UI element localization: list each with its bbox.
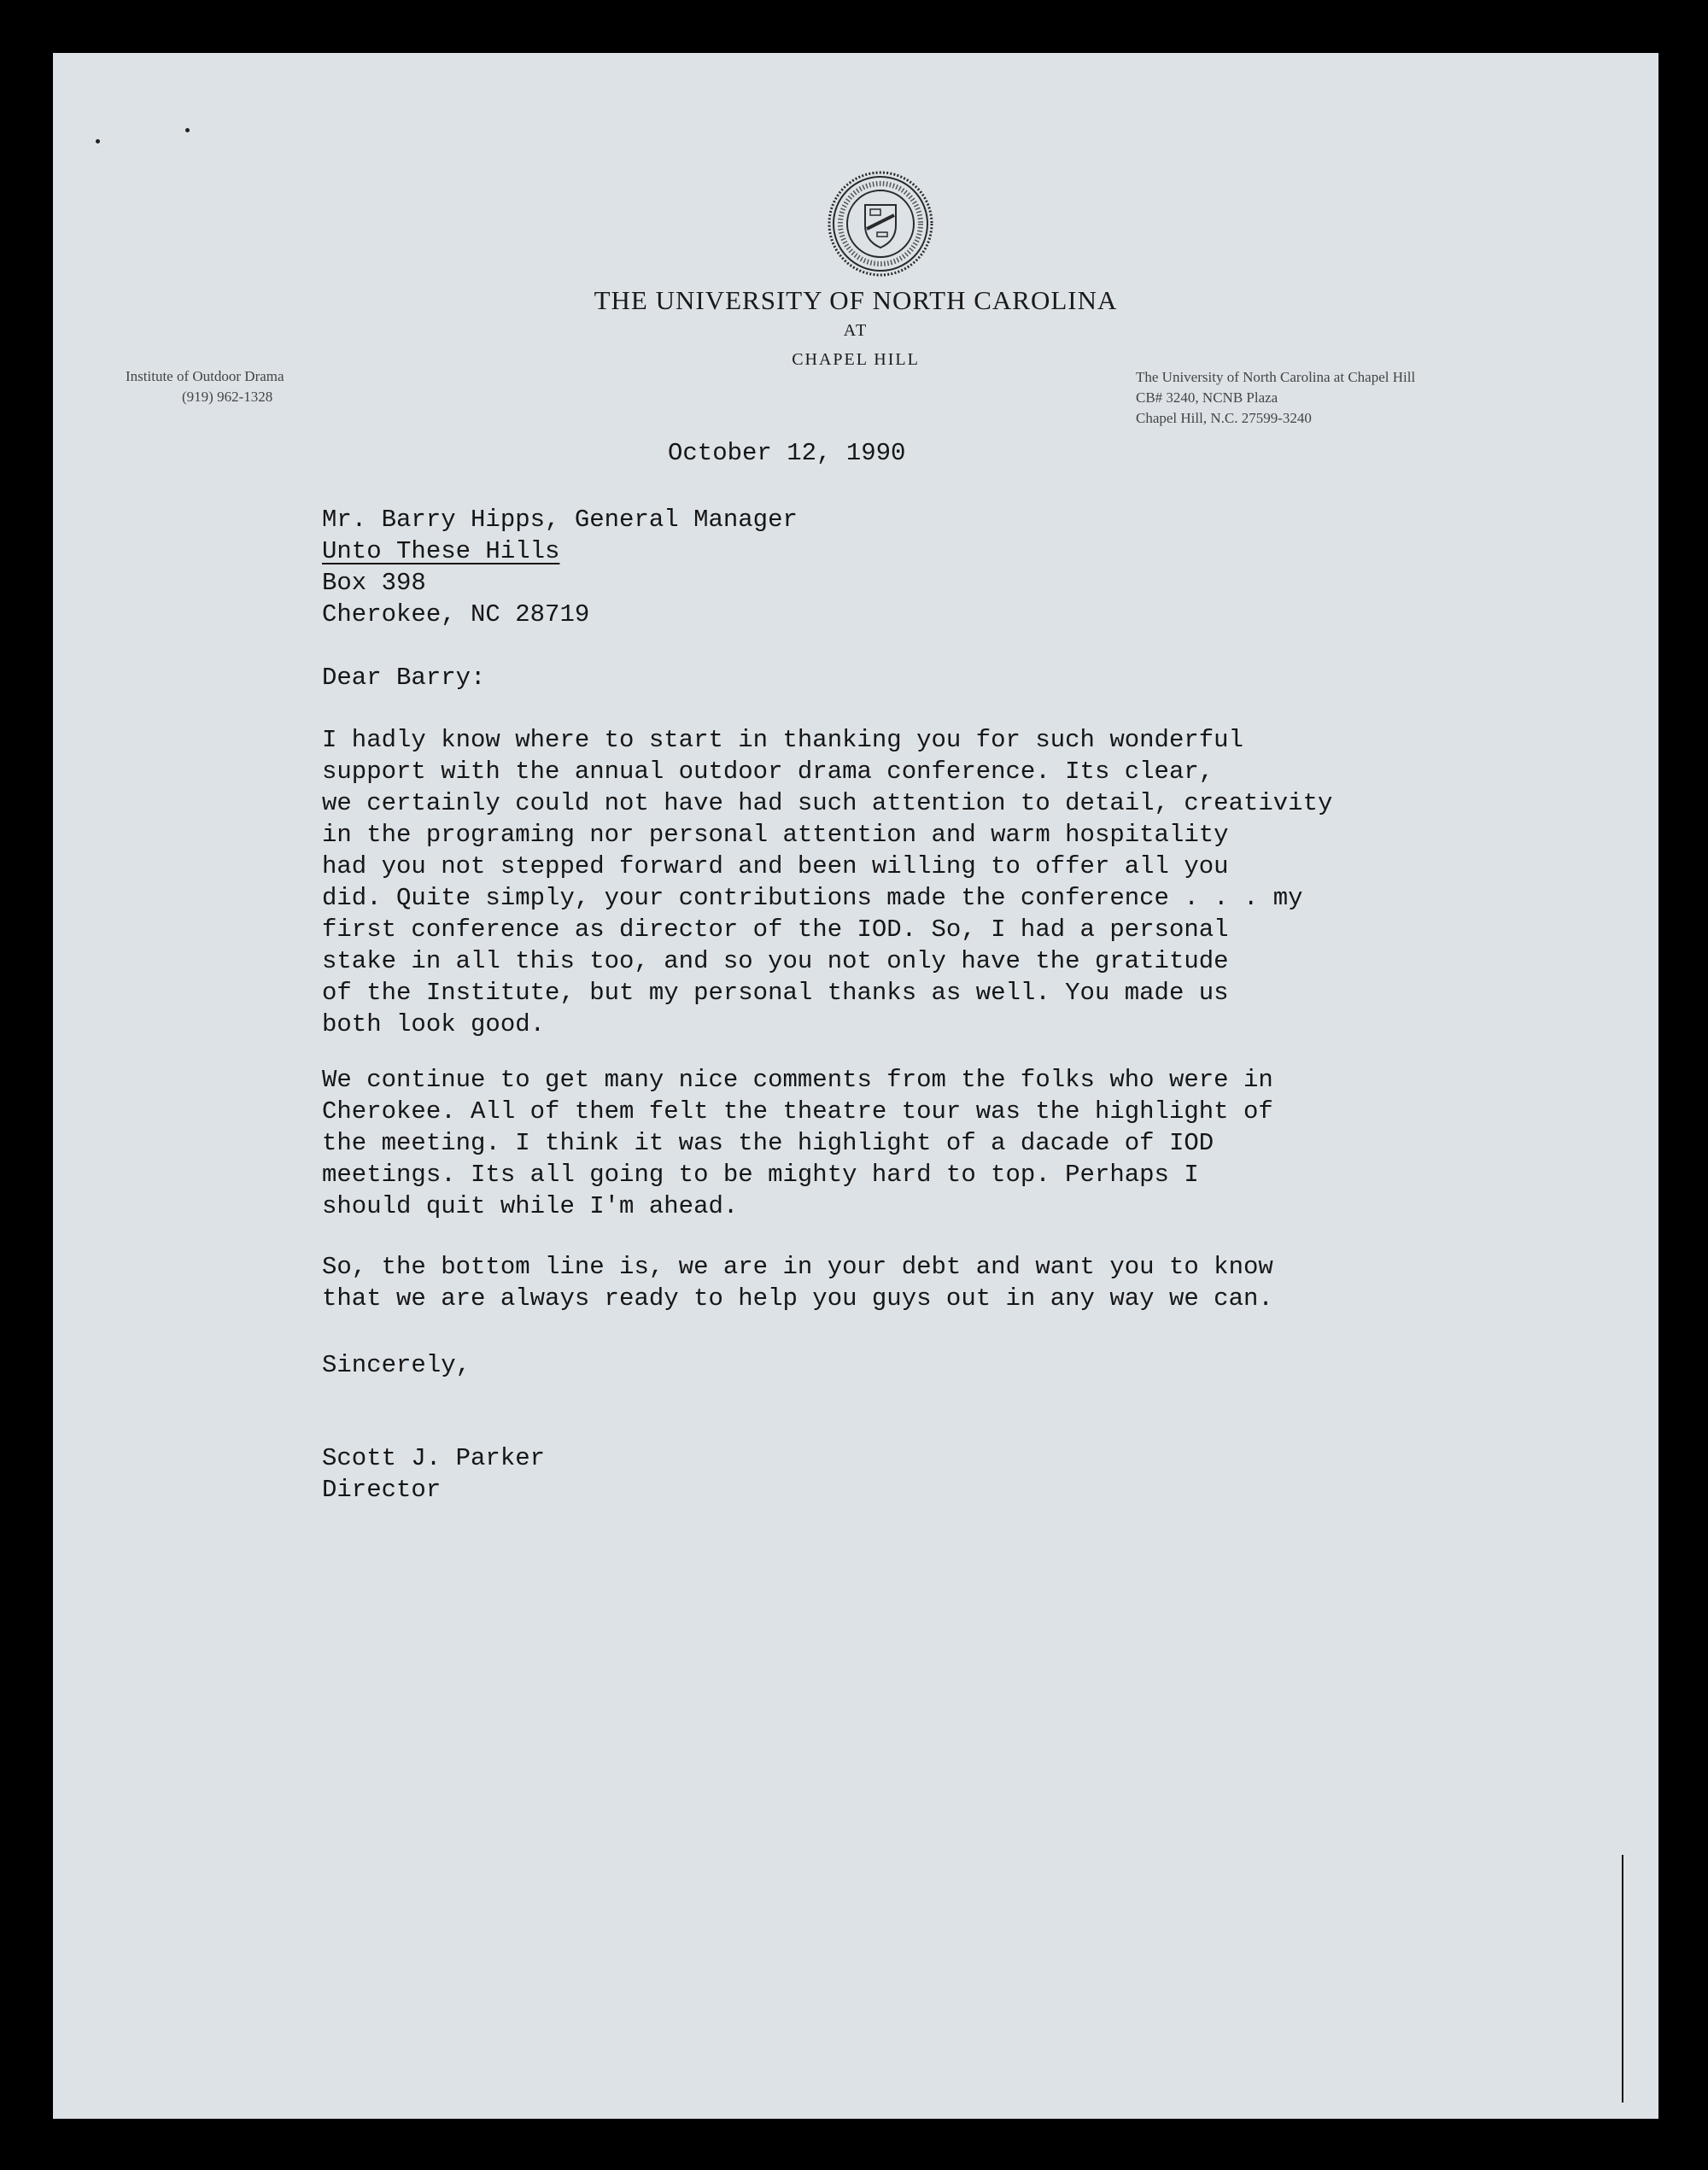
text-line: both look good. (322, 1010, 546, 1038)
university-address (1136, 367, 1415, 429)
edge-mark (1622, 1855, 1623, 2103)
stray-mark (185, 128, 190, 132)
text-line: in the programing nor personal attention and warm hospitality (322, 821, 1229, 849)
address-line: The University of North Carolina at Chapel Hill (1136, 369, 1416, 385)
stray-mark (96, 139, 100, 143)
letterhead-at: AT (843, 321, 869, 340)
signer-title: Director (322, 1476, 442, 1504)
letter-page (53, 53, 1658, 2119)
text-line: of the Institute, but my personal thanks as well. You made us (322, 979, 1229, 1007)
campus-name: CHAPEL HILL (792, 350, 920, 369)
text-line: had you not stepped forward and been willing to offer all you (322, 852, 1229, 880)
institute-address (126, 366, 284, 407)
text-line: did. Quite simply, your contributions made the conference . . . my (322, 884, 1303, 912)
text-line: meetings. Its all going to be mighty hard to top. Perhaps I (322, 1161, 1199, 1189)
body-paragraph (322, 1251, 1273, 1314)
text-line: that we are always ready to help you guys out in any way we can. (322, 1284, 1273, 1313)
text-line: We continue to get many nice comments from the folks who were in (322, 1066, 1273, 1094)
recipient-name: Mr. Barry Hipps, General Manager (322, 506, 798, 534)
closing: Sincerely, (322, 1351, 471, 1379)
address-line: CB# 3240, NCNB Plaza (1136, 389, 1278, 406)
recipient-organization: Unto These Hills (322, 537, 560, 565)
institute-name: Institute of Outdoor Drama (126, 368, 284, 384)
signature-block (322, 1442, 545, 1506)
unc-seal-icon (828, 171, 933, 277)
signer-name: Scott J. Parker (322, 1444, 546, 1472)
text-line: first conference as director of the IOD. So, I had a personal (322, 915, 1229, 944)
letter-date: October 12, 1990 (668, 439, 906, 467)
recipient-address (322, 504, 798, 630)
body-paragraph (322, 1064, 1273, 1222)
text-line: Cherokee. All of them felt the theatre tour was the highlight of (322, 1097, 1273, 1126)
text-line: we certainly could not have had such attention to detail, creativity (322, 789, 1333, 817)
text-line: the meeting. I think it was the highlight of a dacade of IOD (322, 1129, 1214, 1157)
text-line: should quit while I'm ahead. (322, 1192, 739, 1220)
institute-phone: (919) 962-1328 (182, 389, 273, 405)
address-line: Chapel Hill, N.C. 27599-3240 (1136, 410, 1312, 426)
recipient-city: Cherokee, NC 28719 (322, 600, 590, 629)
text-line: I hadly know where to start in thanking you for such wonderful (322, 726, 1243, 754)
university-name: THE UNIVERSITY OF NORTH CAROLINA (594, 285, 1118, 315)
body-paragraph (322, 724, 1332, 1040)
text-line: support with the annual outdoor drama conference. Its clear, (322, 757, 1214, 786)
text-line: stake in all this too, and so you not only have the gratitude (322, 947, 1229, 975)
recipient-box: Box 398 (322, 569, 426, 597)
salutation: Dear Barry: (322, 664, 486, 692)
text-line: So, the bottom line is, we are in your debt and want you to know (322, 1253, 1273, 1281)
